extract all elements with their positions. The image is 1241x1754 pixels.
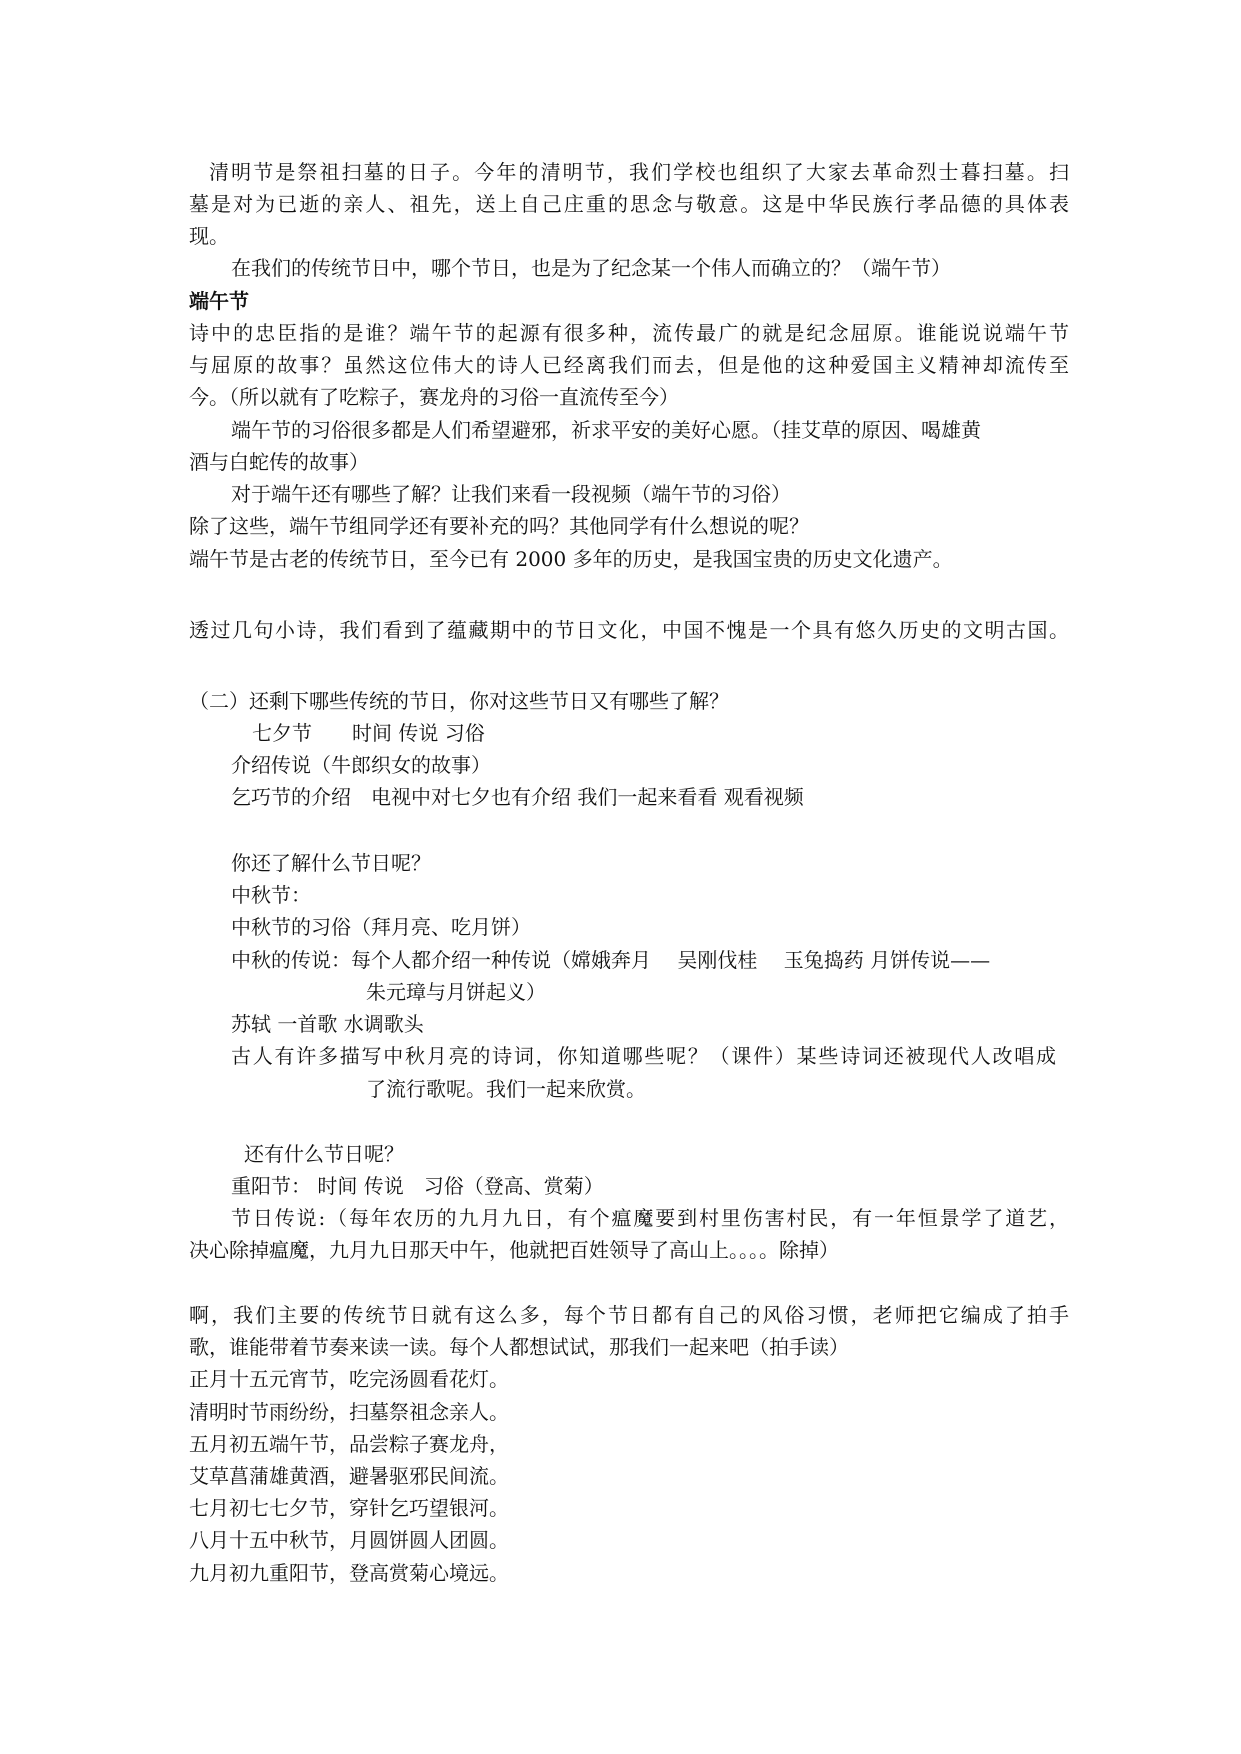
paragraph-line: 啊，我们主要的传统节日就有这么多，每个节日都有自己的风俗习惯，老师把它编成了拍手 [189,1303,1069,1327]
paragraph-line: 与屈原的故事？虽然这位伟大的诗人已经离我们而去，但是他的这种爱国主义精神却流传至 [189,353,1069,377]
paragraph-line: 端午节的习俗很多都是人们希望避邪，祈求平安的美好心愿。（挂艾草的原因、喝雄黄 [231,418,981,442]
paragraph-line: 透过几句小诗，我们看到了蕴藏期中的节日文化，中国不愧是一个具有悠久历史的文明古国。 [189,618,1069,642]
paragraph-line: 诗中的忠臣指的是谁？端午节的起源有很多种，流传最广的就是纪念屈原。谁能说说端午节 [189,321,1069,345]
poem-line: 正月十五元宵节，吃完汤圆看花灯。 [189,1367,509,1391]
poem-line: 九月初九重阳节，登高赏菊心境远。 [189,1561,509,1585]
paragraph-line: 现。 [189,224,229,248]
list-item: 中秋的传说：每个人都介绍一种传说（嫦娥奔月 吴刚伐桂 玉兔捣药 月饼传说—— [231,948,991,972]
paragraph-line: 酒与白蛇传的故事） [189,450,369,474]
paragraph-line: 今。（所以就有了吃粽子，赛龙舟的习俗一直流传至今） [189,385,679,409]
paragraph-line: 歌，谁能带着节奏来读一读。每个人都想试试，那我们一起来吧（拍手读） [189,1335,849,1359]
paragraph-line: 端午节是古老的传统节日，至今已有 2000 多年的历史，是我国宝贵的历史文化遗产。 [189,547,953,571]
poem-line: 八月十五中秋节，月圆饼圆人团圆。 [189,1528,509,1552]
list-item: 中秋节的习俗（拜月亮、吃月饼） [231,915,531,939]
poem-line: 艾草菖蒲雄黄酒，避暑驱邪民间流。 [189,1464,509,1488]
paragraph-line: 在我们的传统节日中，哪个节日，也是为了纪念某一个伟人而确立的？（端午节） [231,256,951,280]
list-item: 乞巧节的介绍 电视中对七夕也有介绍 我们一起来看看 观看视频 [231,785,804,809]
list-item: 中秋节： [231,883,311,907]
list-item: 还有什么节日呢？ [244,1142,404,1166]
list-item: 介绍传说（牛郎织女的故事） [231,753,491,777]
paragraph-line: 决心除掉瘟魔，九月九日那天中午，他就把百姓领导了高山上。。。。除掉） [189,1238,839,1262]
poem-line: 七月初七七夕节，穿针乞巧望银河。 [189,1496,509,1520]
list-item: 重阳节： 时间 传说 习俗（登高、赏菊） [231,1174,604,1198]
paragraph-line: 墓是对为已逝的亲人、祖先，送上自己庄重的思念与敬意。这是中华民族行孝品德的具体表 [189,192,1069,216]
paragraph-line: 清明节是祭祖扫墓的日子。今年的清明节，我们学校也组织了大家去革命烈士暮扫墓。扫 [209,160,1069,184]
section-heading: （二）还剩下哪些传统的节日，你对这些节日又有哪些了解？ [189,689,729,713]
poem-line: 五月初五端午节，品尝粽子赛龙舟， [189,1432,509,1456]
list-item: 苏轼 一首歌 水调歌头 [231,1012,424,1036]
list-item: 朱元璋与月饼起义） [366,980,546,1004]
paragraph-line: 除了这些，端午节组同学还有要补充的吗？其他同学有什么想说的呢？ [189,514,809,538]
paragraph-line: 对于端午还有哪些了解？让我们来看一段视频（端午节的习俗） [231,482,791,506]
paragraph-line: 节日传说:（每年农历的九月九日，有个瘟魔要到村里伤害村民，有一年恒景学了道艺， [231,1206,1069,1230]
list-item: 了流行歌呢。我们一起来欣赏。 [366,1077,646,1101]
section-heading: 端午节 [189,289,249,313]
list-item: 古人有许多描写中秋月亮的诗词，你知道哪些呢？（课件）某些诗词还被现代人改唱成 [231,1044,1056,1068]
list-item: 七夕节 时间 传说 习俗 [252,721,485,745]
list-item: 你还了解什么节日呢？ [231,851,431,875]
poem-line: 清明时节雨纷纷，扫墓祭祖念亲人。 [189,1400,509,1424]
